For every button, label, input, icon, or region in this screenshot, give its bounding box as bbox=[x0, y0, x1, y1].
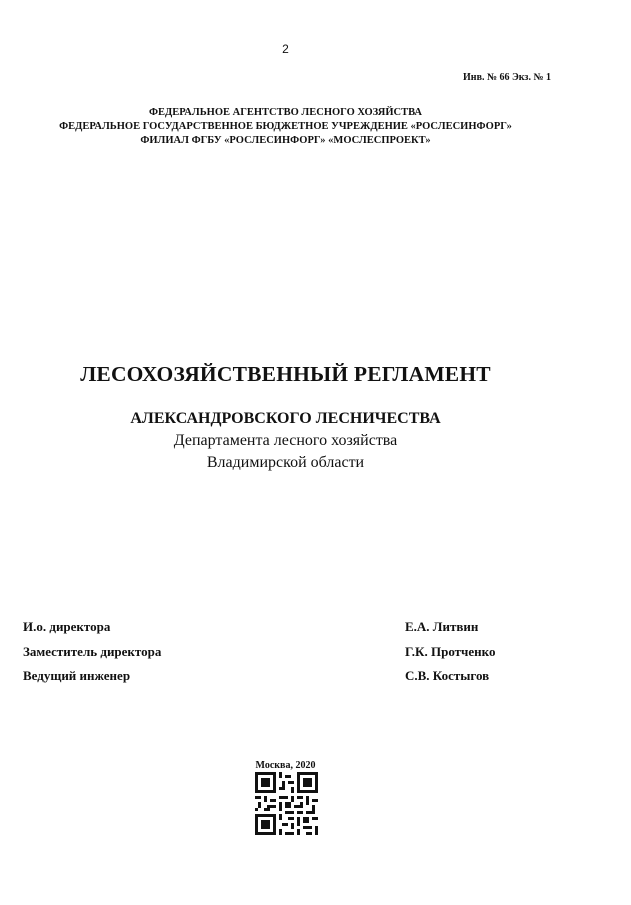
signatory-position: Заместитель директора bbox=[23, 643, 162, 659]
inventory-number: Инв. № 66 Экз. № 1 bbox=[463, 72, 551, 83]
organization-block bbox=[0, 106, 571, 148]
city-year: Москва, 2020 bbox=[255, 760, 316, 771]
signatory-names bbox=[405, 615, 495, 689]
signatory-name: Г.К. Протченко bbox=[405, 643, 496, 659]
signatory-positions bbox=[23, 615, 161, 689]
qr-code-icon bbox=[255, 772, 318, 835]
signatory-position: Ведущий инженер bbox=[23, 668, 131, 683]
signatory-position: И.о. директора bbox=[23, 619, 111, 634]
department-line-1: Департамента лесного хозяйства bbox=[173, 432, 398, 449]
department-block bbox=[0, 430, 571, 474]
signatory-name: Е.А. Литвин bbox=[405, 619, 479, 634]
page-number: 2 bbox=[282, 42, 289, 56]
organization-line-1: ФЕДЕРАЛЬНОЕ АГЕНТСТВО ЛЕСНОГО ХОЗЯЙСТВА bbox=[148, 107, 423, 118]
organization-line-3: ФИЛИАЛ ФГБУ «РОСЛЕСИНФОРГ» «МОСЛЕСПРОЕКТ» bbox=[140, 135, 431, 146]
department-line-2: Владимирской области bbox=[206, 454, 365, 471]
document-subtitle: АЛЕКСАНДРОВСКОГО ЛЕСНИЧЕСТВА bbox=[130, 410, 441, 427]
document-title: ЛЕСОХОЗЯЙСТВЕННЫЙ РЕГЛАМЕНТ bbox=[80, 362, 491, 386]
organization-line-2: ФЕДЕРАЛЬНОЕ ГОСУДАРСТВЕННОЕ БЮДЖЕТНОЕ УЧРЕЖДЕНИЕ «РОСЛЕСИНФОРГ» bbox=[59, 121, 512, 132]
signatory-name: С.В. Костыгов bbox=[405, 668, 490, 683]
